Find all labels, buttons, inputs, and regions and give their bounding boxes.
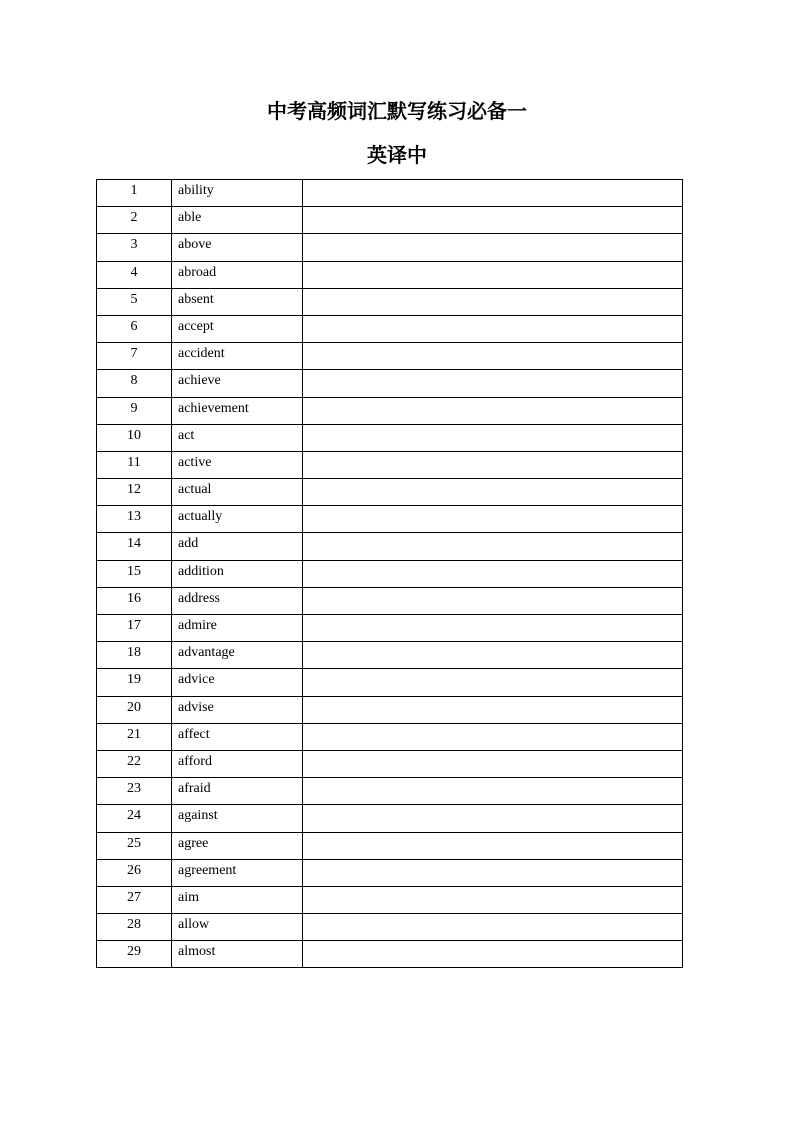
chinese-answer-cell (303, 424, 683, 451)
english-word-cell: achievement (172, 397, 303, 424)
table-row (97, 805, 683, 832)
english-word-cell: admire (172, 615, 303, 642)
table-row (97, 941, 683, 968)
table-row (97, 750, 683, 777)
english-word-cell: actual (172, 479, 303, 506)
row-number-cell: 12 (97, 479, 172, 506)
chinese-answer-cell (303, 261, 683, 288)
chinese-answer-cell (303, 533, 683, 560)
row-number-cell: 22 (97, 750, 172, 777)
table-row (97, 859, 683, 886)
table-row (97, 642, 683, 669)
row-number-cell: 19 (97, 669, 172, 696)
english-word-cell: addition (172, 560, 303, 587)
english-word-cell: add (172, 533, 303, 560)
table-row (97, 723, 683, 750)
table-row (97, 370, 683, 397)
table-row (97, 451, 683, 478)
chinese-answer-cell (303, 207, 683, 234)
english-word-cell: above (172, 234, 303, 261)
page-title: 中考高频词汇默写练习必备一 (267, 99, 527, 123)
table-row (97, 288, 683, 315)
row-number-cell: 21 (97, 723, 172, 750)
table-row (97, 587, 683, 614)
chinese-answer-cell (303, 696, 683, 723)
chinese-answer-cell (303, 397, 683, 424)
table-row (97, 615, 683, 642)
chinese-answer-cell (303, 886, 683, 913)
english-word-cell: afraid (172, 778, 303, 805)
english-word-cell: advise (172, 696, 303, 723)
chinese-answer-cell (303, 642, 683, 669)
table-row (97, 261, 683, 288)
english-word-cell: afford (172, 750, 303, 777)
row-number-cell: 16 (97, 587, 172, 614)
row-number-cell: 18 (97, 642, 172, 669)
row-number-cell: 6 (97, 315, 172, 342)
chinese-answer-cell (303, 234, 683, 261)
chinese-answer-cell (303, 615, 683, 642)
row-number-cell: 17 (97, 615, 172, 642)
english-word-cell: allow (172, 914, 303, 941)
english-word-cell: able (172, 207, 303, 234)
table-row (97, 343, 683, 370)
chinese-answer-cell (303, 750, 683, 777)
table-row (97, 914, 683, 941)
table-row (97, 533, 683, 560)
row-number-cell: 26 (97, 859, 172, 886)
row-number-cell: 4 (97, 261, 172, 288)
english-word-cell: accident (172, 343, 303, 370)
table-row (97, 207, 683, 234)
row-number-cell: 13 (97, 506, 172, 533)
chinese-answer-cell (303, 832, 683, 859)
row-number-cell: 9 (97, 397, 172, 424)
chinese-answer-cell (303, 343, 683, 370)
chinese-answer-cell (303, 914, 683, 941)
english-word-cell: aim (172, 886, 303, 913)
chinese-answer-cell (303, 560, 683, 587)
page-subtitle: 英译中 (367, 143, 427, 167)
english-word-cell: address (172, 587, 303, 614)
table-row (97, 424, 683, 451)
chinese-answer-cell (303, 451, 683, 478)
row-number-cell: 27 (97, 886, 172, 913)
english-word-cell: advice (172, 669, 303, 696)
chinese-answer-cell (303, 370, 683, 397)
english-word-cell: agreement (172, 859, 303, 886)
row-number-cell: 29 (97, 941, 172, 968)
english-word-cell: advantage (172, 642, 303, 669)
chinese-answer-cell (303, 288, 683, 315)
english-word-cell: achieve (172, 370, 303, 397)
chinese-answer-cell (303, 180, 683, 207)
table-row (97, 180, 683, 207)
row-number-cell: 15 (97, 560, 172, 587)
table-row (97, 832, 683, 859)
table-row (97, 506, 683, 533)
row-number-cell: 1 (97, 180, 172, 207)
english-word-cell: act (172, 424, 303, 451)
table-row (97, 696, 683, 723)
english-word-cell: actually (172, 506, 303, 533)
row-number-cell: 2 (97, 207, 172, 234)
english-word-cell: agree (172, 832, 303, 859)
table-row (97, 886, 683, 913)
english-word-cell: active (172, 451, 303, 478)
english-word-cell: absent (172, 288, 303, 315)
english-word-cell: affect (172, 723, 303, 750)
chinese-answer-cell (303, 315, 683, 342)
row-number-cell: 24 (97, 805, 172, 832)
row-number-cell: 3 (97, 234, 172, 261)
chinese-answer-cell (303, 778, 683, 805)
row-number-cell: 5 (97, 288, 172, 315)
row-number-cell: 14 (97, 533, 172, 560)
english-word-cell: almost (172, 941, 303, 968)
english-word-cell: against (172, 805, 303, 832)
row-number-cell: 7 (97, 343, 172, 370)
table-row (97, 397, 683, 424)
chinese-answer-cell (303, 506, 683, 533)
english-word-cell: accept (172, 315, 303, 342)
table-row (97, 234, 683, 261)
english-word-cell: ability (172, 180, 303, 207)
chinese-answer-cell (303, 805, 683, 832)
chinese-answer-cell (303, 479, 683, 506)
row-number-cell: 23 (97, 778, 172, 805)
vocab-table (96, 179, 683, 968)
row-number-cell: 11 (97, 451, 172, 478)
table-row (97, 778, 683, 805)
vocab-table-body (97, 180, 683, 968)
chinese-answer-cell (303, 941, 683, 968)
row-number-cell: 25 (97, 832, 172, 859)
table-row (97, 560, 683, 587)
row-number-cell: 10 (97, 424, 172, 451)
row-number-cell: 8 (97, 370, 172, 397)
chinese-answer-cell (303, 669, 683, 696)
table-row (97, 669, 683, 696)
chinese-answer-cell (303, 859, 683, 886)
row-number-cell: 20 (97, 696, 172, 723)
english-word-cell: abroad (172, 261, 303, 288)
row-number-cell: 28 (97, 914, 172, 941)
table-row (97, 315, 683, 342)
chinese-answer-cell (303, 723, 683, 750)
chinese-answer-cell (303, 587, 683, 614)
table-row (97, 479, 683, 506)
